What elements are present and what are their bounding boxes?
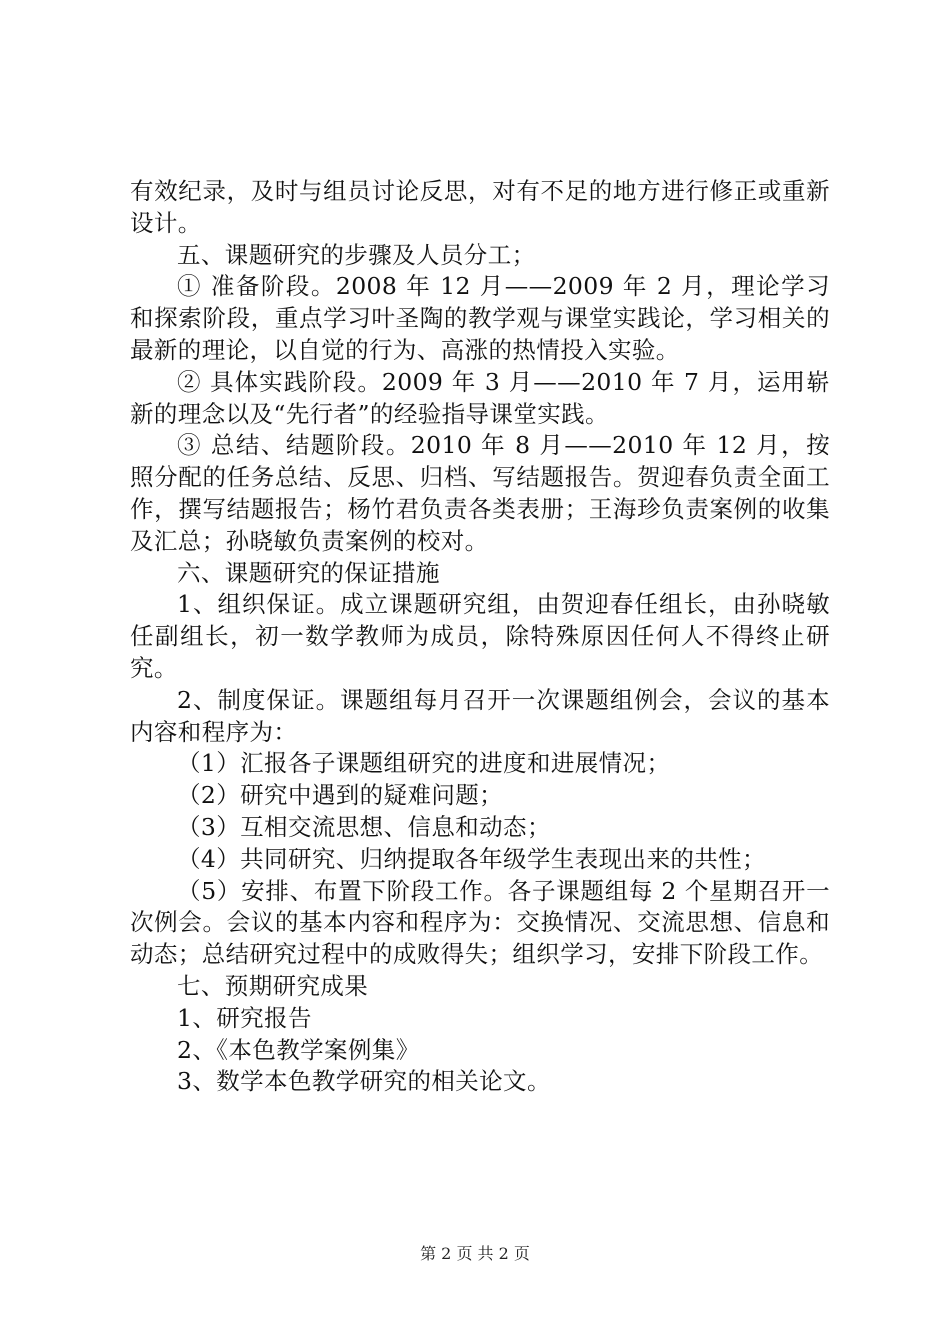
page-number-footer: 第 2 页 共 2 页 — [420, 1244, 530, 1263]
list-item-meeting-2: （2）研究中遇到的疑难问题； — [177, 781, 504, 810]
section-heading-seven: 七、预期研究成果 — [177, 971, 369, 1000]
section-heading-five: 五、课题研究的步骤及人员分工； — [177, 240, 536, 269]
paragraph-stage-prepare: ① 准备阶段。2008 年 12 月——2009 年 2 月，理论学习和探索阶段，重点学习叶圣陶的教学观与课堂实践论，学习相关的最新的理论，以自觉的行为、高涨的热情投入实验。 — [130, 272, 830, 364]
list-item-meeting-1: （1）汇报各子课题组研究的进度和进展情况； — [177, 749, 671, 778]
paragraph-stage-conclude: ③ 总结、结题阶段。2010 年 8 月——2010 年 12 月，按照分配的任务总结、反思、归档、写结题报告。贺迎春负责全面工作，撰写结题报告；杨竹君负责各类表册；王海珍负责案例的收集及汇总；孙晓敏负责案例的校对。 — [130, 431, 830, 555]
paragraph-organization-guarantee: 1、组织保证。成立课题研究组，由贺迎春任组长，由孙晓敏任副组长，初一数学教师为成员，除特殊原因任何人不得终止研究。 — [130, 590, 830, 682]
paragraph-system-guarantee: 2、制度保证。课题组每月召开一次课题组例会，会议的基本内容和程序为： — [130, 685, 830, 746]
list-item-meeting-4: （4）共同研究、归纳提取各年级学生表现出来的共性； — [177, 844, 766, 873]
list-item-outcome-3: 3、数学本色教学研究的相关论文。 — [177, 1067, 551, 1096]
list-item-outcome-1: 1、研究报告 — [177, 1003, 312, 1032]
paragraph-stage-practice: ② 具体实践阶段。2009 年 3 月——2010 年 7 月，运用崭新的理念以及“先行者”的经验指导课堂实践。 — [130, 367, 830, 428]
list-item-meeting-3: （3）互相交流思想、信息和动态； — [177, 812, 551, 841]
section-heading-six: 六、课题研究的保证措施 — [177, 558, 440, 587]
document-body — [130, 176, 830, 1098]
list-item-outcome-2: 2、《本色教学案例集》 — [177, 1035, 420, 1064]
paragraph-continuation: 有效纪录，及时与组员讨论反思，对有不足的地方进行修正或重新设计。 — [130, 177, 830, 237]
list-item-meeting-5: （5）安排、布置下阶段工作。各子课题组每 2 个星期召开一次例会。会议的基本内容和程序为：交换情况、交流思想、信息和动态；总结研究过程中的成败得失；组织学习，安排下阶段工作。 — [130, 876, 830, 969]
